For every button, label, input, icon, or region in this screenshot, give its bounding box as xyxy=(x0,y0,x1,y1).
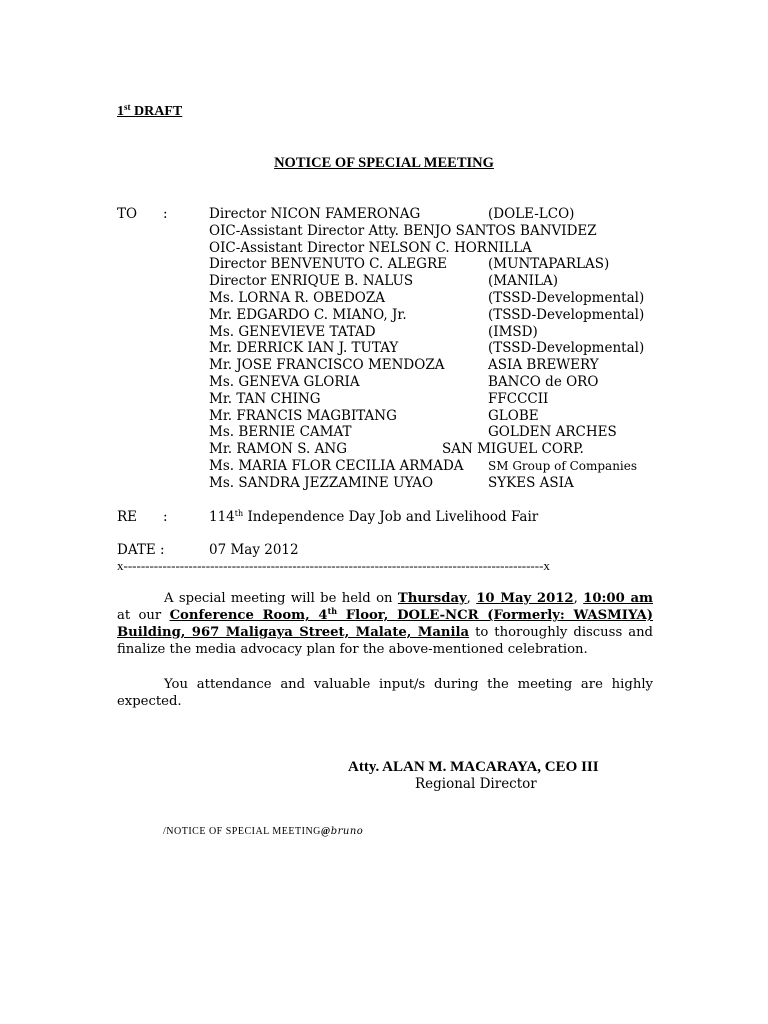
recipient-org: ASIA BREWERY xyxy=(488,357,599,374)
recipient-org: GLOBE xyxy=(488,407,539,424)
recipient-name: Ms. LORNA R. OBEDOZA xyxy=(209,290,385,306)
recipient-org: SYKES ASIA xyxy=(488,474,574,491)
recipient-org: (TSSD-Developmental) xyxy=(488,340,645,357)
to-label: TO xyxy=(117,206,138,222)
recipient-name: Director BENVENUTO C. ALEGRE xyxy=(209,256,447,273)
meeting-date: 10 May 2012 xyxy=(476,591,574,606)
recipient-name: Mr. RAMON S. ANG xyxy=(209,441,347,458)
recipient-org: SAN MIGUEL CORP. xyxy=(442,441,584,458)
recipient-name: Mr. EDGARDO C. MIANO, Jr. xyxy=(209,306,407,323)
recipient-name: Ms. GENEVIEVE TATAD xyxy=(209,323,376,340)
draft-label: 1st DRAFT xyxy=(117,102,183,119)
recipient-org: (TSSD-Developmental) xyxy=(488,306,645,323)
recipient-org: (MUNTAPARLAS) xyxy=(488,256,610,273)
to-colon: : xyxy=(163,206,168,222)
recipient-org: (MANILA) xyxy=(488,273,558,290)
body-paragraph-1: A special meeting will be held on Thursday, 10 May 2012, 10:00 am at our Conference Room, 4th Floor, DOLE-NCR (Formerly: WASMIYA) Building, 967 Maligaya Street, Malate, Manila to thoroughly discuss and finalize the media advocacy plan for the above-mentioned celebration. xyxy=(117,591,653,657)
date-value: 07 May 2012 xyxy=(209,542,299,558)
divider-line: x-------------------------------------------------------------------------------------------------x xyxy=(117,558,550,573)
meeting-time: 10:00 am xyxy=(583,591,653,606)
re-subject: 114th Independence Day Job and Livelihood Fair xyxy=(209,509,539,525)
recipient-name: Director ENRIQUE B. NALUS xyxy=(209,273,414,290)
recipient-name: OIC-Assistant Director Atty. BENJO SANTOS BANVIDEZ xyxy=(209,222,597,239)
recipient-org: (DOLE-LCO) xyxy=(488,206,575,222)
recipient-org: (IMSD) xyxy=(488,323,538,340)
recipient-org: GOLDEN ARCHES xyxy=(488,424,617,441)
date-label: DATE : xyxy=(117,542,165,558)
meeting-venue: Conference Room, 4th Floor, DOLE-NCR (Formerly: WASMIYA) Building, 967 Maligaya Street, Malate, Manila xyxy=(117,606,653,640)
recipient-name: Mr. DERRICK IAN J. TUTAY xyxy=(209,340,399,357)
recipient-org: SM Group of Companies xyxy=(488,459,638,473)
signatory-title: Regional Director xyxy=(415,776,537,792)
signatory-name: Atty. ALAN M. MACARAYA, CEO III xyxy=(348,759,599,775)
meeting-day: Thursday xyxy=(397,591,467,606)
recipient-name: Mr. JOSE FRANCISCO MENDOZA xyxy=(209,357,445,374)
recipient-org: FFCCCII xyxy=(488,390,549,407)
recipient-name: Ms. SANDRA JEZZAMINE UYAO xyxy=(209,474,434,491)
recipient-name: Ms. GENEVA GLORIA xyxy=(209,374,360,390)
recipient-name: Mr. TAN CHING xyxy=(209,390,321,407)
recipient-name: OIC-Assistant Director NELSON C. HORNILLA xyxy=(209,239,532,256)
re-label: RE xyxy=(117,509,138,525)
recipient-name: Ms. MARIA FLOR CECILIA ARMADA xyxy=(209,458,464,474)
recipient-name: Mr. FRANCIS MAGBITANG xyxy=(209,407,397,424)
file-reference: /NOTICE OF SPECIAL MEETING@bruno xyxy=(163,826,364,837)
recipient-org: BANCO de ORO xyxy=(488,374,599,390)
recipient-name: Ms. BERNIE CAMAT xyxy=(209,424,352,441)
recipient-name: Director NICON FAMERONAG xyxy=(209,206,421,222)
re-colon: : xyxy=(163,509,168,525)
document-title: NOTICE OF SPECIAL MEETING xyxy=(274,155,494,171)
body-paragraph-2: You attendance and valuable input/s during the meeting are highly expected. xyxy=(117,677,653,709)
recipient-org: (TSSD-Developmental) xyxy=(488,290,645,306)
